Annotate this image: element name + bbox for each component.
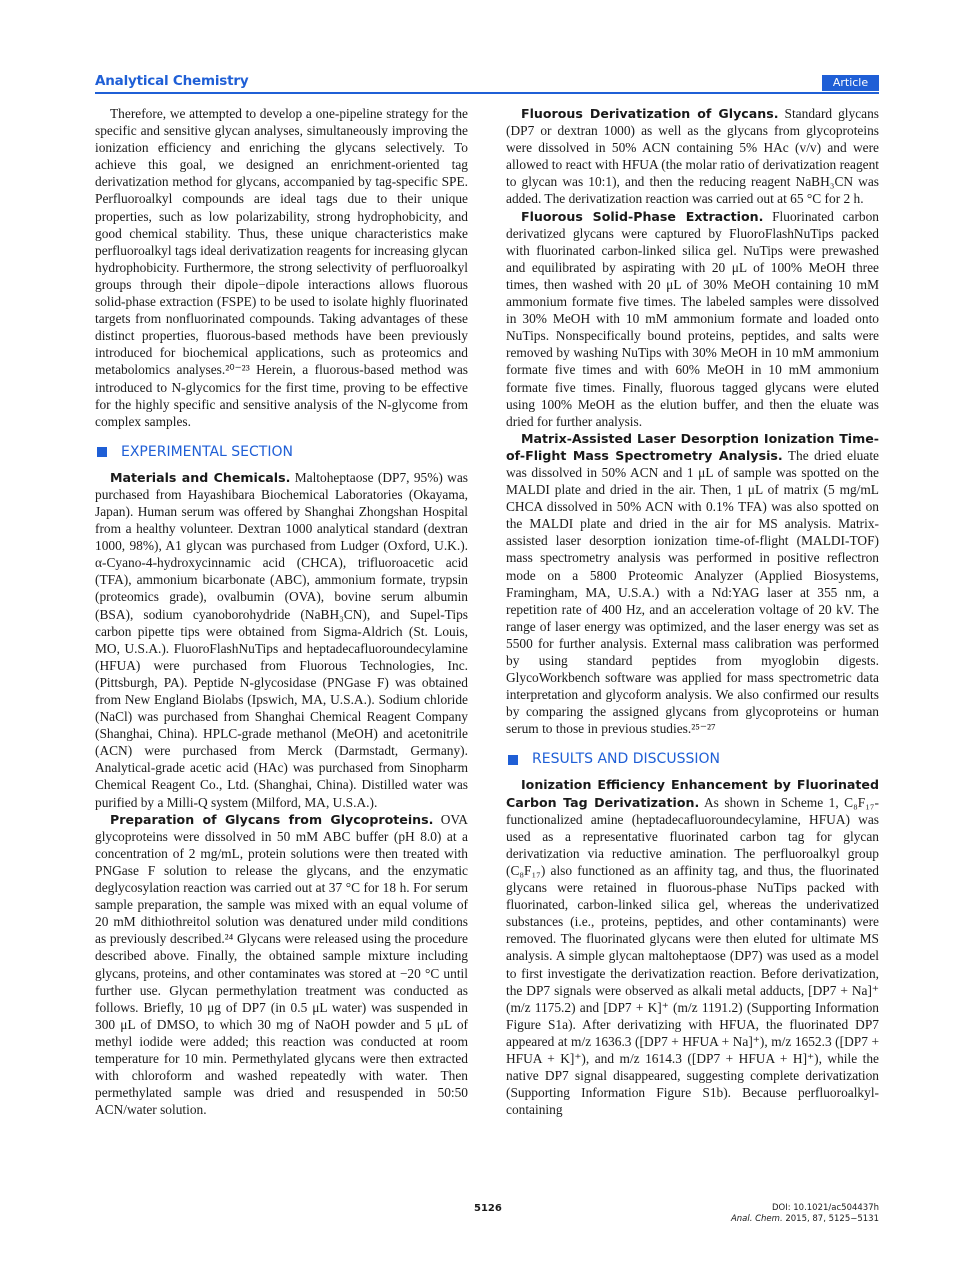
- paragraph-body: The dried eluate was dissolved in 50% ACN and 1 μL of sample was spotted on the MALDI plate and dried in the air. Then, 1 μL of matrix (5 mg/mL CHCA dissolved in 50% ACN with 0.1% TFA) was also spotted on the MALDI plate and dried in the air for MS analysis. Matrix-assisted laser desorption ionization time-of-flight (MALDI-TOF) mass spectrometry analysis was performed in positive reflectron mode on a 5800 Proteomic Analyzer (Applied Biosystems, Framingham, MA, U.S.A.) with a Nd:YAG laser at 355 nm, a repetition rate of 400 Hz, and an acceleration voltage of 20 kV. The range of laser energy was optimized, and the laser energy was set as 5500 for further analysis. External mass calibration was performed by using standard peptides from myoglobin digests. GlycoWorkbench software was applied for mass spectrometric data interpretation and glycoform analysis. We also confirmed our results by comparing the assigned glycans from glycoproteins or human serum to those in previous studies.²⁵⁻²⁷: [506, 447, 879, 737]
- citation-journal: Anal. Chem.: [730, 1214, 783, 1224]
- section-heading-text: EXPERIMENTAL SECTION: [121, 443, 293, 460]
- citation-details: 2015, 87, 5125−5131: [782, 1214, 879, 1224]
- article-badge: Article: [822, 75, 879, 91]
- right-column: [506, 105, 879, 1118]
- paragraph-lead: Fluorous Derivatization of Glycans.: [521, 106, 779, 121]
- ionization-paragraph: [506, 776, 879, 1118]
- journal-title: Analytical Chemistry: [95, 73, 249, 89]
- doi: DOI: 10.1021/ac504437h: [771, 1203, 879, 1213]
- paragraph-body: Standard glycans (DP7 or dextran 1000) as well as the glycans from glycoproteins were dissolved in 50% ACN containing 5% HAc (v/v) and were allowed to react with HFUA (the molar ratio of derivatization reagent to glycan was 10:1), and then the reducing reagent NaBH₃CN was added. The derivatization reaction was carried out at 65 °C for 2 h.: [506, 106, 880, 207]
- paragraph-lead: Ionization Efficiency Enhancement by Fluorinated Carbon Tag Derivatization.: [506, 777, 879, 810]
- header-rule: [95, 92, 879, 94]
- paragraph-body: Maltoheptaose (DP7, 95%) was purchased from Hayashibara Biochemical Laboratories (Okayama, Japan). Human serum was offered by Shanghai Zhongshan Hospital from a healthy volunteer. Dextran 1000 analytical standard (dextran 1000, 98%), A1 glycan was purchased from Ludger (Oxford, U.K.). α-Cyano-4-hydroxycinnamic acid (CHCA), trifluoroacetic acid (TFA), ammonium bicarbonate (ABC), ammonium formate, trypsin (proteomics grade), ovalbumin (OVA), bovine serum albumin (BSA), sodium cyanoborohydride (NaBH₃CN), and Supel-Tips carbon pipette tips were obtained from Sigma-Aldrich (St. Louis, MO, U.S.A.). FluoroFlashNuTips and heptadecafluoroundecylamine (HFUA) were purchased from Fluorous Technologies, Inc. (Pittsburgh, PA). Peptide N-glycosidase (PNGase F) was obtained from New England Biolabs (Ipswich, MA, U.S.A.). Sodium chloride (NaCl) was purchased from Shanghai Chemical Reagent Company (Shanghai, China). HPLC-grade methanol (MeOH) and acetonitrile (ACN) were purchased from Merck (Darmstadt, Germany). Analytical-grade acetic acid (HAc) was purchased from Sinopharm Chemical Reagent Co., Ltd. (Shanghai, China). Distilled water was purified by a Milli-Q system (Milford, MA, U.S.A.).: [95, 469, 468, 810]
- section-heading-text: RESULTS AND DISCUSSION: [532, 751, 720, 768]
- section-heading-experimental: [95, 444, 468, 461]
- paragraph-body: Fluorinated carbon derivatized glycans were captured by FluoroFlashNuTips packed with fluorinated carbon-linked silica gel. NuTips were prewashed and equilibrated by aspirating with 20 μL of 100% MeOH three times, then washed with 20 μL of 30% MeOH containing 10 mM ammonium formate five times. The labeled samples were dissolved in 30% MeOH with 10 mM ammonium formate and loaded onto NuTips. Nonspecifically bound proteins, peptides, and salts were removed by washing NuTips with 30% MeOH in 10 mM ammonium formate five times and with 60% MeOH in 10 mM ammonium formate five times. Finally, fluorous tagged glycans were eluted using 100% MeOH as the elution buffer, and then the eluate was dried for further analysis.: [506, 208, 879, 429]
- left-column: [95, 105, 468, 1118]
- section-square-icon: [97, 447, 107, 457]
- materials-paragraph: [95, 469, 468, 811]
- paragraph-body: As shown in Scheme 1, C₈F₁₇-functionalized amine (heptadecafluoroundecylamine, HFUA) was used as a representative fluorinated carbon tag for glycan derivatization via reductive amination. The perfluoroalkyl group (C₈F₁₇) also functioned as an affinity tag, and thus, the fluorinated glycans were retained in fluorous-phase NuTips packed with fluorinated, carbon-linked silica gel, whereas the underivatized substances (i.e., proteins, peptides, and other contaminants) were removed. The fluorinated glycans were then eluted for ultimate MS analysis. A simple glycan maltoheptaose (DP7) was used as a model to first investigate the derivatization reaction. Before derivatization, the DP7 signals were observed as alkali metal adducts, [DP7 + Na]⁺ (m/z 1175.2) and [DP7 + K]⁺ (m/z 1191.2) (Supporting Information Figure S1a). After derivatizing with HFUA, the fluorinated DP7 appeared at m/z 1636.3 ([DP7 + HFUA + Na]⁺), m/z 1652.3 ([DP7 + HFUA + K]⁺), and m/z 1614.3 ([DP7 + HFUA + H]⁺), while the native DP7 signal disappeared, suggesting complete derivatization (Supporting Information Figure S1b). Because perfluoroalkyl-containing: [506, 794, 880, 1118]
- fspe-paragraph: [506, 208, 879, 430]
- doi-block: [731, 1203, 879, 1225]
- derivatization-paragraph: [506, 105, 879, 208]
- intro-paragraph: Therefore, we attempted to develop a one-pipeline strategy for the specific and sensitive glycan analyses, simultaneously improving the ionization efficiency and enriching the glycans selectively. To achieve this goal, we designed an enrichment-oriented tag derivatization method for glycans, accompanied by tag-specific SPE. Perfluoroalkyl compounds are ideal tags due to their unique properties, such as low polarizability, strong hydrophobicity, and good chemical stability. Thus, these unique characteristics make perfluoroalkyl tags ideal derivatization reagents for increasing glycan hydrophobicity. Furthermore, the strong selectivity of perfluoroalkyl groups through their dipole−dipole interactions allows fluorous solid-phase extraction (FSPE) to be used to isolate highly fluorinated targets from nonfluorinated compounds. Taking advantages of these distinct properties, fluorous-based methods have been previously introduced for biochemical applications, such as proteomics and metabolomics analyses.²⁰⁻²³ Herein, a fluorous-based method was introduced to N-glycomics for the first time, proving to be effective for the highly specific and sensitive analysis of the N-glycome from complex samples.: [95, 106, 468, 429]
- maldi-paragraph: [506, 430, 879, 738]
- page-number: 5126: [474, 1203, 502, 1214]
- preparation-paragraph: [95, 811, 468, 1119]
- section-square-icon: [508, 755, 518, 765]
- paragraph-lead: Matrix-Assisted Laser Desorption Ionization Time-of-Flight Mass Spectrometry Analysis.: [506, 430, 879, 463]
- paragraph-lead: Fluorous Solid-Phase Extraction.: [521, 208, 764, 224]
- section-heading-results: [506, 751, 879, 768]
- paragraph-lead: Preparation of Glycans from Glycoproteins.: [110, 811, 434, 827]
- paragraph-lead: Materials and Chemicals.: [110, 469, 291, 485]
- citation: [731, 1214, 879, 1225]
- paragraph-body: OVA glycoproteins were dissolved in 50 mM ABC buffer (pH 8.0) at a concentration of 2 mg/mL, protein solutions were then treated with PNGase F solution to release the glycans, and the enzymatic deglycosylation reaction was carried out at 37 °C for 18 h. For serum sample preparation, the sample was mixed with an equal volume of 20 mM dithiothreitol solution was denatured under mild conditions as previously described.²⁴ Glycans were released using the procedure described above. Finally, the obtained sample mixture including glycans, proteins, and other contaminates was stored at −20 °C until further use. Glycan permethylation treatment was conducted as follows. Briefly, 10 μg of DP7 (in 0.5 μL water) was suspended in 300 μL of DMSO, to which 30 mg of NaOH powder and 5 μL of methyl iodide were added; this reaction was conducted at room temperature for 10 min. Permethylated glycans were then extracted with chloroform and washed repeatedly with water. Then permethylated sample was dried and resuspended in 50:50 ACN/water solution.: [95, 811, 468, 1118]
